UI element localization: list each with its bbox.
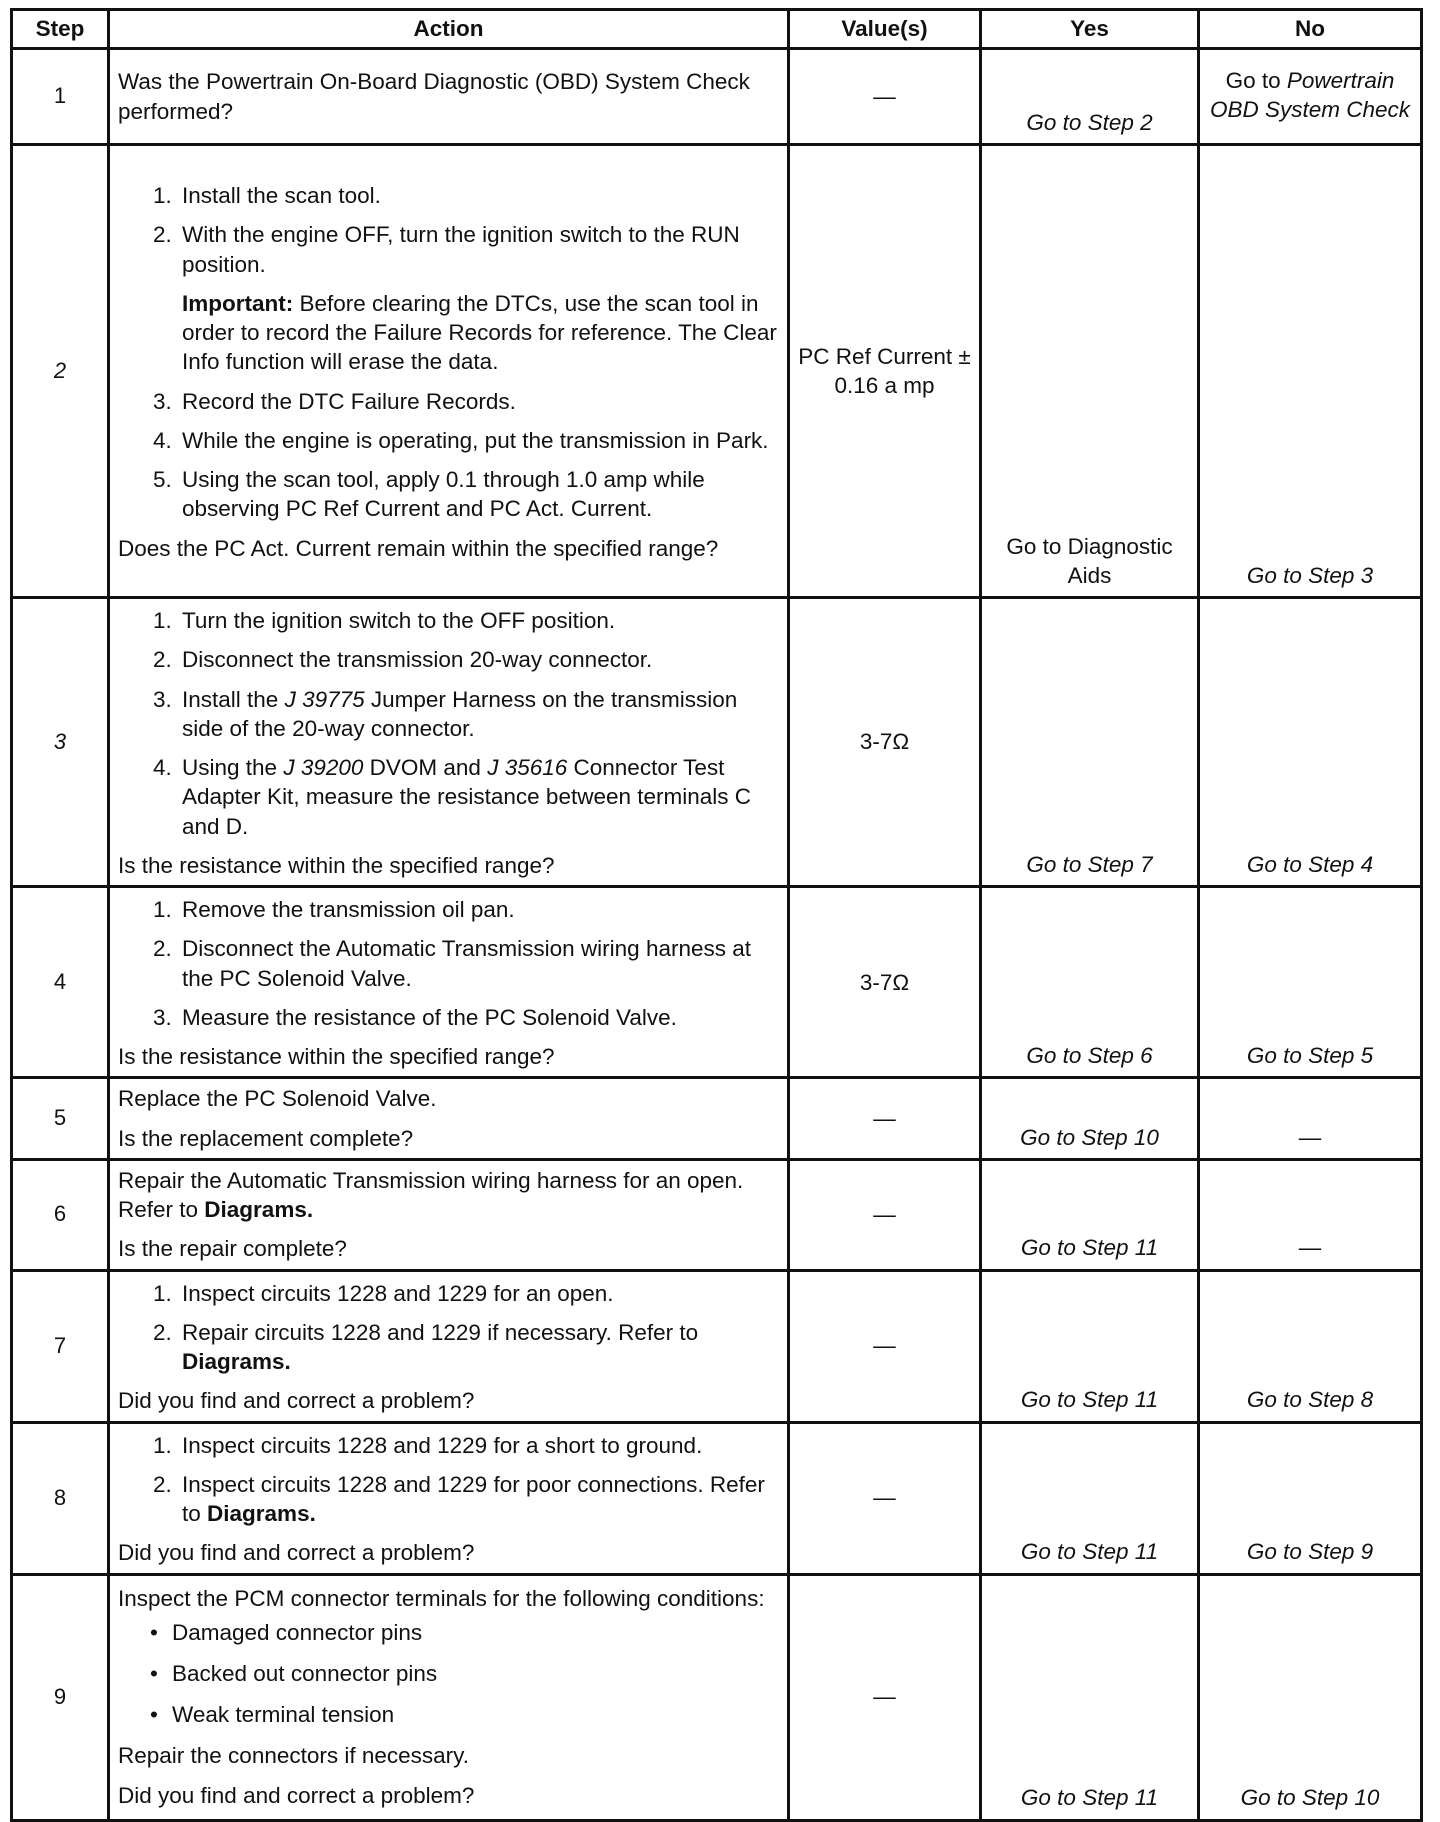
action-question: Is the resistance within the specified range?	[118, 852, 555, 878]
action-item: 1. Install the scan tool.	[178, 181, 779, 210]
action-item: 1. Inspect circuits 1228 and 1229 for a short to ground.	[178, 1431, 779, 1460]
action-item	[178, 685, 779, 744]
action-cell	[109, 145, 789, 598]
action-item	[178, 1318, 779, 1377]
table-row-step-7	[12, 1270, 1422, 1422]
action-question: Is the resistance within the specified range?	[118, 1044, 555, 1069]
value-cell: —	[789, 1159, 981, 1270]
step-number: 8	[12, 1422, 109, 1574]
no-cell: Go to Step 10	[1199, 1574, 1422, 1820]
no-cell	[1199, 49, 1422, 145]
value-cell: 3-7Ω	[789, 887, 981, 1078]
no-cell: Go to Step 3	[1199, 145, 1422, 598]
action-item: 4. While the engine is operating, put the transmission in Park.	[178, 426, 779, 455]
no-cell: Go to Step 8	[1199, 1270, 1422, 1422]
action-cell	[109, 49, 789, 145]
action-item	[178, 753, 779, 841]
no-link: Powertrain OBD System Check	[1209, 67, 1411, 122]
value-cell: —	[789, 1078, 981, 1160]
action-question: Is the replacement complete?	[118, 1125, 414, 1151]
action-cell	[109, 1270, 789, 1422]
tool-ref: J 35616	[487, 755, 568, 780]
yes-cell: Go to Step 7	[981, 598, 1199, 887]
action-item: 2. Disconnect the transmission 20-way connector.	[178, 645, 779, 674]
item-text: Repair the Automatic Transmission wiring harness for an open. Refer to	[118, 1167, 744, 1222]
header-no: No	[1199, 10, 1422, 49]
no-cell: Go to Step 5	[1199, 887, 1422, 1078]
value-cell: PC Ref Current ± 0.16 a mp	[789, 145, 981, 598]
item-text: Connector Test Adapter Kit, measure the resistance between terminals C and D.	[182, 755, 752, 839]
action-cell	[109, 1574, 789, 1820]
diagrams-ref: Diagrams.	[204, 1197, 314, 1222]
important-text: Before clearing the DTCs, use the scan tool in order to record the Failure Records for reference. The Clear Info function will erase the data.	[182, 290, 777, 375]
table-row-step-8	[12, 1422, 1422, 1574]
action-text: Replace the PC Solenoid Valve.	[118, 1086, 437, 1112]
item-text: Install the	[182, 686, 285, 712]
tool-ref: J 39775	[284, 686, 365, 712]
table-row-step-3	[12, 598, 1422, 887]
value-cell: 3-7Ω	[789, 598, 981, 887]
action-cell	[109, 1159, 789, 1270]
step-number: 3	[12, 598, 109, 887]
action-item: 1. Inspect circuits 1228 and 1229 for an open.	[178, 1279, 779, 1308]
step-number: 5	[12, 1078, 109, 1160]
no-cell: Go to Step 9	[1199, 1422, 1422, 1574]
condition-item: • Damaged connector pins	[172, 1618, 779, 1647]
action-question: Did you find and correct a problem?	[118, 1540, 475, 1566]
action-item: 2. With the engine OFF, turn the ignition switch to the RUN position.	[178, 220, 779, 279]
action-item: 5. Using the scan tool, apply 0.1 through 1.0 amp while observing PC Ref Current and PC Act. Current.	[178, 465, 779, 524]
action-item: 1. Remove the transmission oil pan.	[178, 895, 779, 924]
header-step: Step	[12, 10, 109, 49]
step-number: 2	[12, 145, 109, 598]
item-text: Repair circuits 1228 and 1229 if necessary. Refer to	[182, 1319, 699, 1345]
condition-item: • Backed out connector pins	[172, 1659, 779, 1688]
value-cell: —	[789, 49, 981, 145]
action-cell	[109, 1422, 789, 1574]
header-yes: Yes	[981, 10, 1199, 49]
table-row-step-2	[12, 145, 1422, 598]
action-item	[178, 1470, 779, 1529]
item-text: Jumper Harness on the transmission side of the 20-way connector.	[182, 686, 738, 741]
step-number: 6	[12, 1159, 109, 1270]
table-row-step-9	[12, 1574, 1422, 1820]
action-cell	[109, 1078, 789, 1160]
important-label: Important:	[182, 290, 294, 316]
action-item: 2. Disconnect the Automatic Transmission wiring harness at the PC Solenoid Valve.	[178, 934, 779, 993]
action-item: 1. Turn the ignition switch to the OFF position.	[178, 606, 779, 635]
action-cell	[109, 887, 789, 1078]
table-row-step-1	[12, 49, 1422, 145]
action-question: Does the PC Act. Current remain within the specified range?	[118, 535, 719, 561]
diagrams-ref: Diagrams.	[207, 1501, 316, 1526]
no-cell: —	[1199, 1078, 1422, 1160]
action-text	[118, 1166, 779, 1225]
yes-cell: Go to Step 2	[981, 49, 1199, 145]
no-cell: —	[1199, 1159, 1422, 1270]
action-item: 3. Record the DTC Failure Records.	[178, 387, 779, 416]
table-row-step-6	[12, 1159, 1422, 1270]
yes-cell: Go to Step 11	[981, 1574, 1199, 1820]
yes-cell: Go to Diagnostic Aids	[981, 145, 1199, 598]
header-values: Value(s)	[789, 10, 981, 49]
action-repair: Repair the connectors if necessary.	[118, 1743, 470, 1769]
yes-cell: Go to Step 11	[981, 1422, 1199, 1574]
value-cell: —	[789, 1422, 981, 1574]
diagnostic-table	[10, 8, 1423, 1822]
diagrams-ref: Diagrams.	[182, 1349, 291, 1374]
action-cell	[109, 598, 789, 887]
item-text: DVOM and	[363, 755, 488, 780]
step-number: 9	[12, 1574, 109, 1820]
value-cell: —	[789, 1574, 981, 1820]
action-item: 3. Measure the resistance of the PC Solenoid Valve.	[178, 1003, 779, 1032]
yes-cell: Go to Step 11	[981, 1270, 1199, 1422]
action-question: Did you find and correct a problem?	[118, 1388, 475, 1414]
yes-cell: Go to Step 11	[981, 1159, 1199, 1270]
table-row-step-4	[12, 887, 1422, 1078]
header-row	[12, 10, 1422, 49]
action-question: Is the repair complete?	[118, 1236, 347, 1262]
action-text: Was the Powertrain On-Board Diagnostic (OBD) System Check performed?	[118, 69, 750, 124]
important-note	[118, 289, 779, 377]
tool-ref: J 39200	[283, 755, 364, 780]
header-action: Action	[109, 10, 789, 49]
action-question: Did you find and correct a problem?	[118, 1782, 475, 1808]
value-cell: —	[789, 1270, 981, 1422]
action-intro: Inspect the PCM connector terminals for the following conditions:	[118, 1586, 765, 1612]
no-prefix: Go to	[1225, 67, 1281, 93]
item-text: Using the	[182, 755, 284, 780]
yes-cell: Go to Step 10	[981, 1078, 1199, 1160]
condition-item: • Weak terminal tension	[172, 1700, 779, 1729]
no-cell: Go to Step 4	[1199, 598, 1422, 887]
step-number: 1	[12, 49, 109, 145]
yes-cell: Go to Step 6	[981, 887, 1199, 1078]
step-number: 7	[12, 1270, 109, 1422]
table-row-step-5	[12, 1078, 1422, 1160]
item-text: Inspect circuits 1228 and 1229 for poor connections. Refer to	[182, 1471, 765, 1526]
step-number: 4	[12, 887, 109, 1078]
